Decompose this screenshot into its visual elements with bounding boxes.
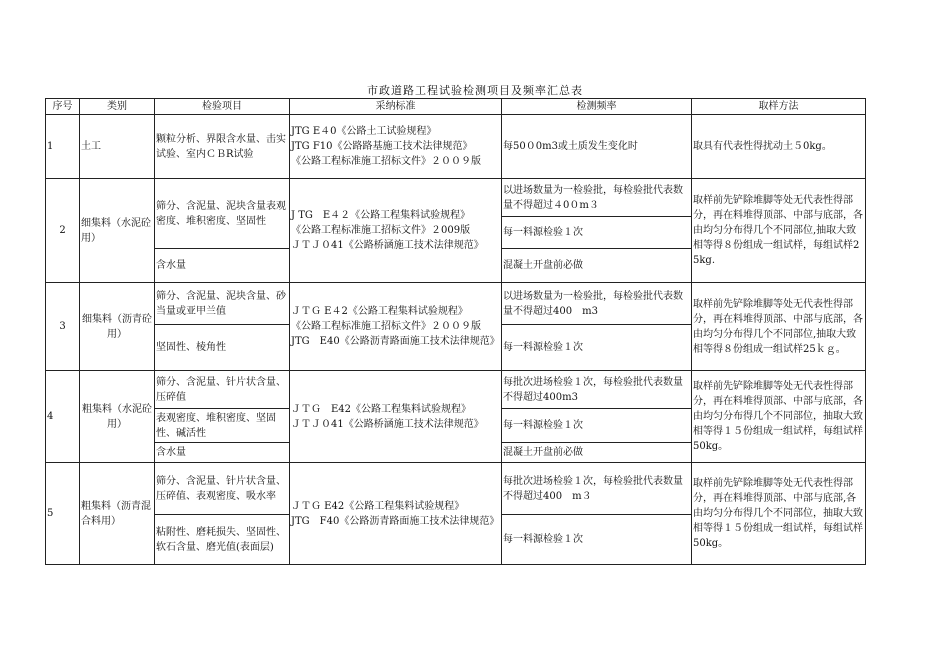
page-title: 市政道路工程试验检测项目及频率汇总表 [367,84,583,97]
row-standard: ＪＴＧ E４2《公路工程集料试验规程》 《公路工程标准施工招标文件》２００９版 JTG E40《公路沥青路面施工技术法律规范》 [290,283,502,371]
row-item: 筛分、含泥量、泥块含量表观密度、堆积密度、坚固性 [155,179,290,249]
row-standard: J TG E４２《公路工程集料试验规程》 《公路工程标准施工招标文件》２009版 ＪＴＪ０41《公路桥涵施工技术法律规范》 [290,179,502,283]
table-row [46,115,866,179]
row-category: 粗集料（沥青混合料用） [80,463,155,565]
row-item: 含水量 [155,249,290,283]
row-standard: ＪＴＧ E42《公路工程集料试验规程》 ＪＴＪ０41《公路桥涵施工技术法律规范》 [290,371,502,463]
row-sampling: 取样前先铲除堆脚等处无代表性得部分，再在料堆得顶部、中部与底部，各由均匀分布得几个不同部位,抽取大致相等得８份组成一组试样25ｋｇ。 [692,283,866,371]
row-standard: ＪＴＧ E42《公路工程集料试验规程》 JTG F40《公路沥青路面施工技术法律规范》 [290,463,502,565]
row-category: 细集料（水泥砼用） [80,179,155,283]
row-frequency: 每一料源检验１次 [502,409,692,443]
row-item: 坚固性、棱角性 [155,325,290,371]
row-item: 粘附性、磨耗损失、坚固性、软石含量、磨光值(表面层) [155,515,290,565]
header-items: 检验项目 [155,99,290,115]
table-row [46,283,866,325]
row-item: 筛分、含泥量、针片状含量、压碎值 [155,371,290,409]
row-no: 4 [46,371,80,463]
row-frequency: 每一料源检验１次 [502,515,692,565]
row-no: 3 [46,283,80,371]
row-no: 2 [46,179,80,283]
row-item: 颗粒分析、界限含水量、击实试验、室内ＣＢR试验 [155,115,290,179]
row-frequency: 以进场数量为一检验批，每检验批代表数量不得超过400 m3 [502,283,692,325]
row-frequency: 混凝土开盘前必做 [502,443,692,463]
table-row [46,463,866,515]
row-frequency: 每一料源检验１次 [502,325,692,371]
row-sampling: 取具有代表性得扰动土５0kg。 [692,115,866,179]
header-row [46,99,866,115]
row-item: 筛分、含泥量、泥块含量、砂当量或亚甲兰值 [155,283,290,325]
row-sampling: 取样前先铲除堆脚等处无代表性得部分，再在料堆得顶部、中部与底部，各由均匀分布得几个不同部位，抽取大致相等得１５份组成一组试样，每组试样50kg。 [692,371,866,463]
row-frequency: 每一料源检验１次 [502,217,692,249]
row-frequency: 每50０0m3或土质发生变化时 [502,115,692,179]
table-row [46,371,866,409]
row-standard: JTG E４0《公路土工试验规程》 JTG F10《公路路基施工技术法律规范》 《公路工程标准施工招标文件》２００９版 [290,115,502,179]
row-frequency: 混凝土开盘前必做 [502,249,692,283]
header-frequency: 检测频率 [502,99,692,115]
row-category: 土工 [80,115,155,179]
row-frequency: 每批次进场检验１次，每检验批代表数量不得超过400 m３ [502,463,692,515]
row-frequency: 以进场数量为一检验批，每检验批代表数量不得超过４0０m３ [502,179,692,217]
row-no: 5 [46,463,80,565]
row-sampling: 取样前先铲除堆脚等处无代表性得部分，再在料堆得顶部、中部与底部，各由均匀分布得几个不同部位,抽取大致相等得８份组成一组试样，每组试样25kg. [692,179,866,283]
header-sampling: 取样方法 [692,99,866,115]
row-category: 细集料（沥青砼用） [80,283,155,371]
inspection-table [45,98,866,565]
header-standard: 采纳标准 [290,99,502,115]
row-frequency: 每批次进场检验１次，每检验批代表数量不得超过400m3 [502,371,692,409]
row-item: 含水量 [155,443,290,463]
header-no: 序号 [46,99,80,115]
row-item: 表观密度、堆积密度、坚固性、碱活性 [155,409,290,443]
table-row [46,179,866,217]
row-category: 粗集料（水泥砼用） [80,371,155,463]
header-category: 类别 [80,99,155,115]
row-no: 1 [46,115,80,179]
row-sampling: 取样前先铲除堆脚等处无代表性得部分，再在料堆得顶部、中部与底部,各由均匀分布得几个不同部位，抽取大致相等得１５份组成一组试样，每组试样50kg。 [692,463,866,565]
row-item: 筛分、含泥量、针片状含量、压碎值、表观密度、吸水率 [155,463,290,515]
